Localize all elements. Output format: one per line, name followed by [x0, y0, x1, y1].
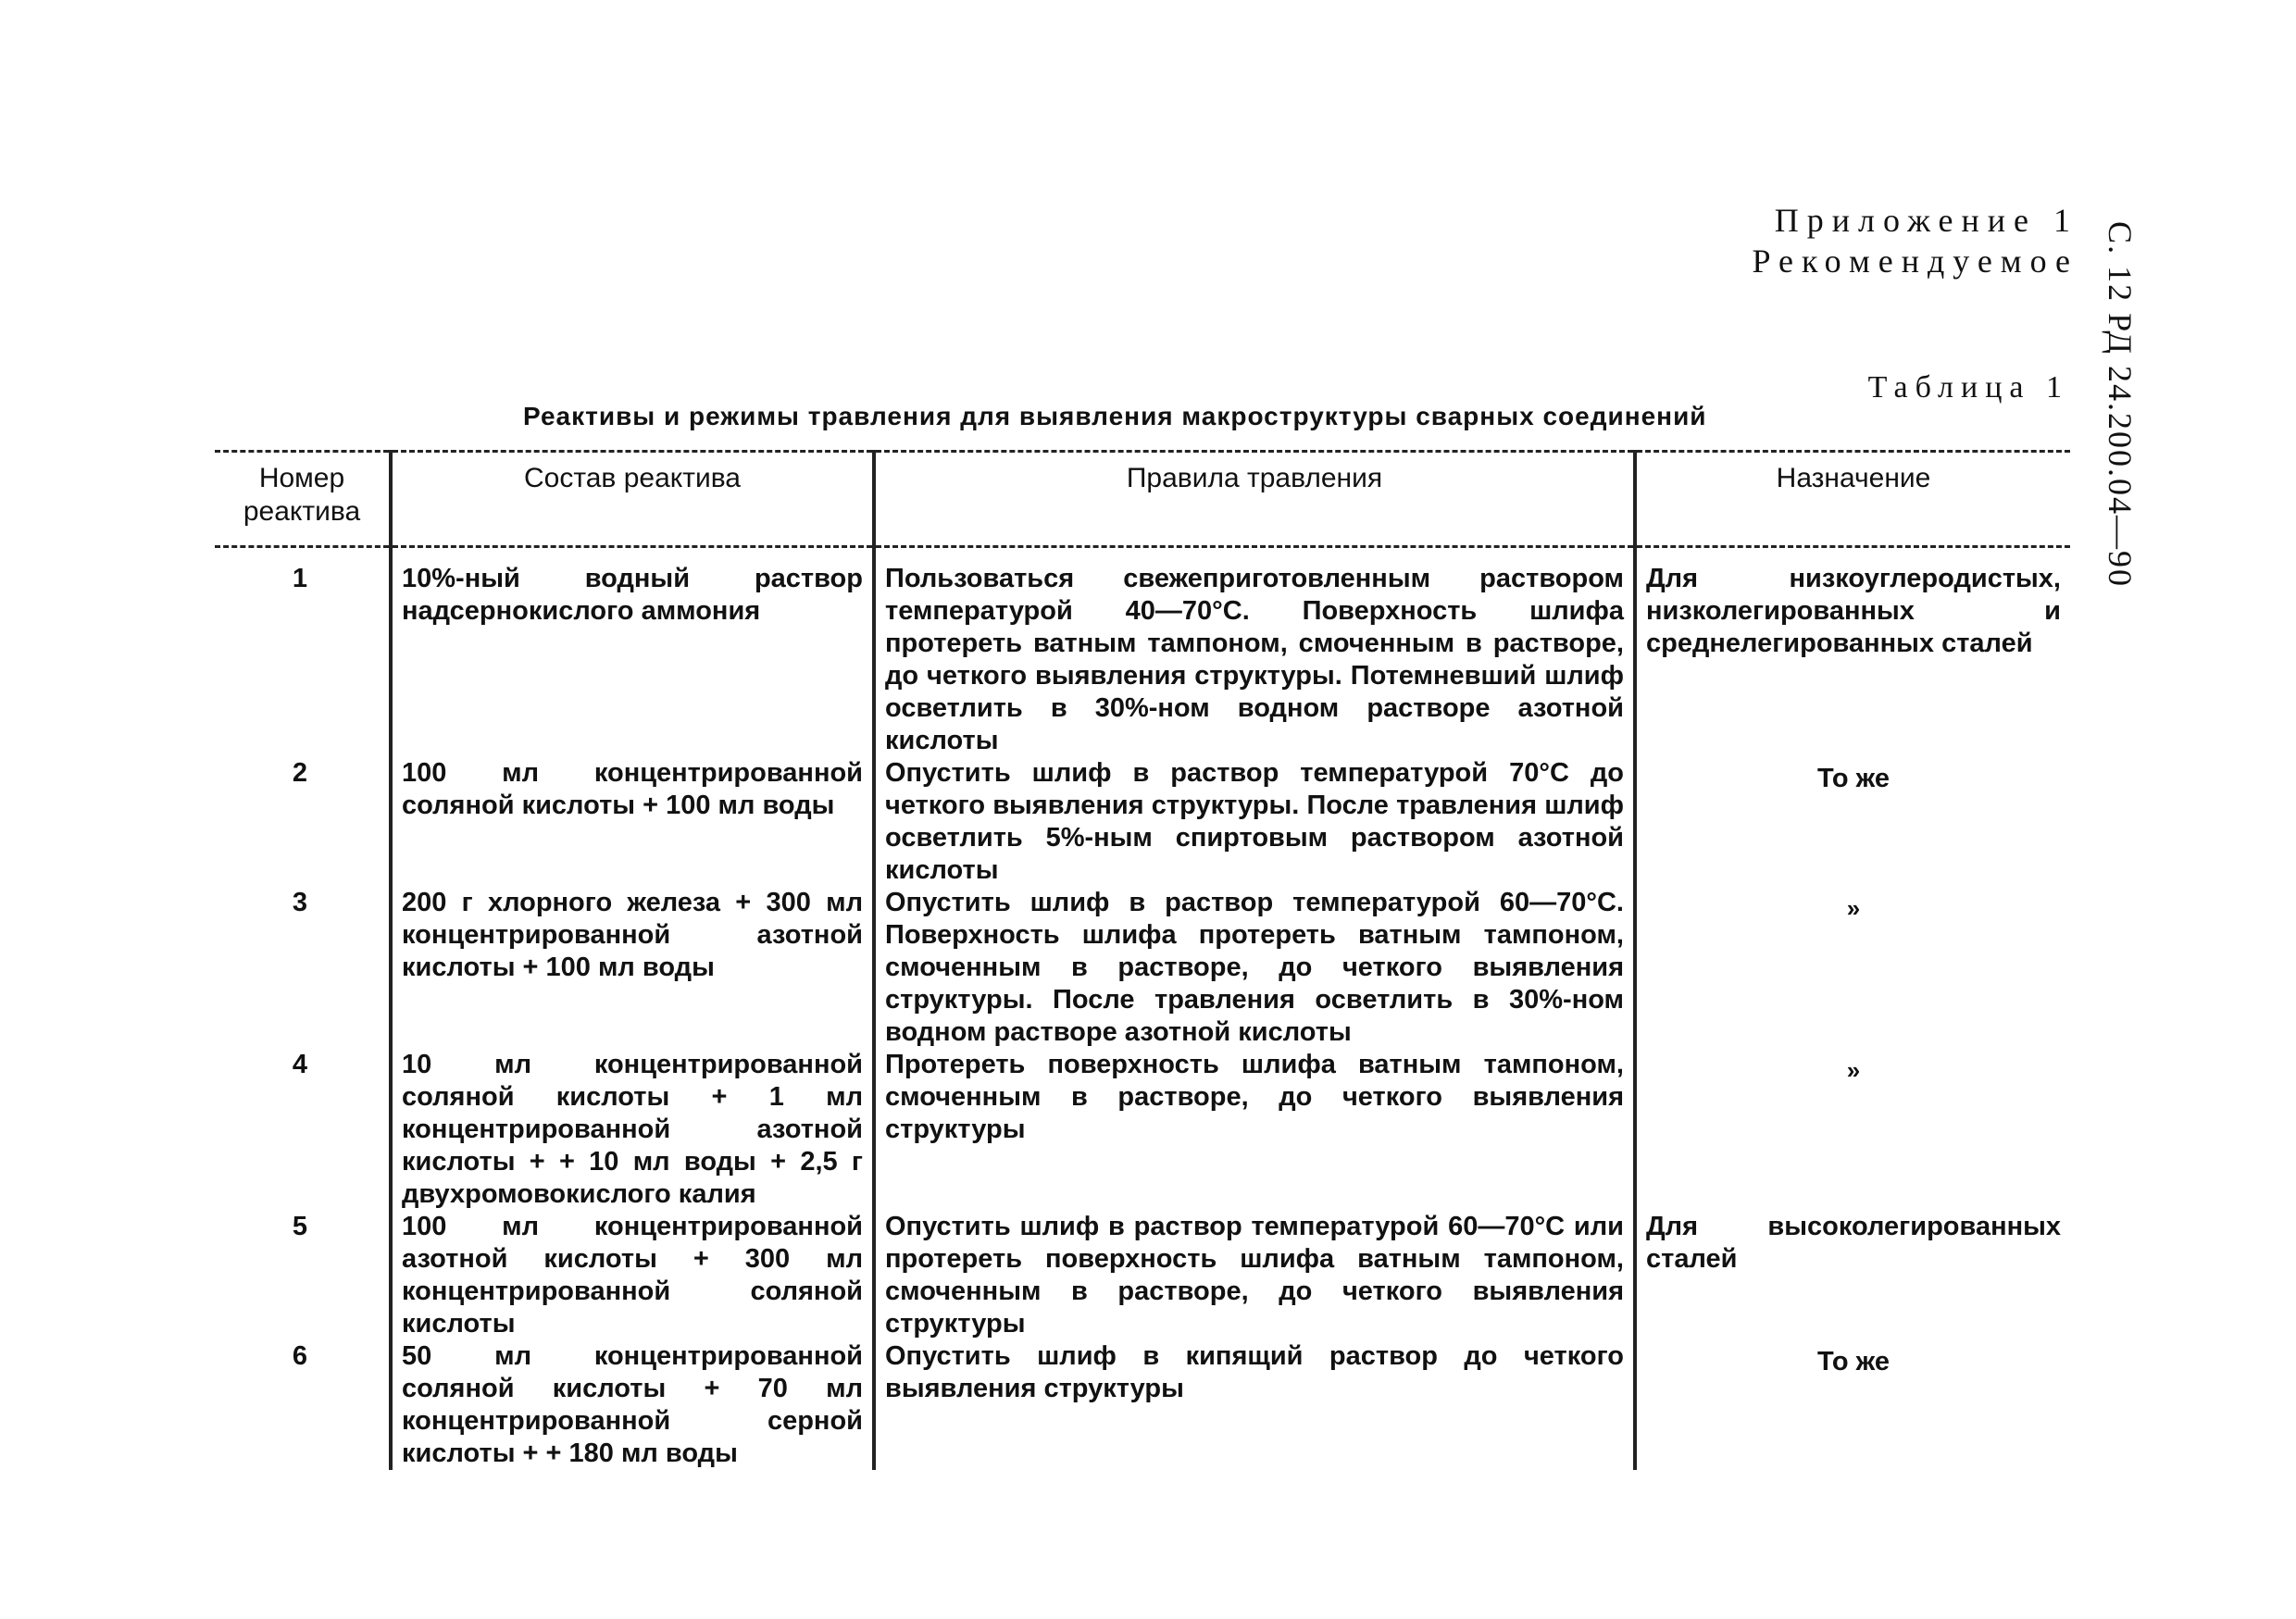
reagent-composition: 10%-ный водный раствор надсернокислого аммония	[391, 547, 874, 758]
reagent-composition: 100 мл концентрированной соляной кислоты + 100 мл воды	[391, 757, 874, 887]
reagent-number: 3	[292, 888, 308, 917]
page-code-vertical	[2092, 205, 2148, 604]
etching-rules: Опустить шлиф в раствор температурой 60—70°С. Поверхность шлифа протереть ватным тампоном, смоченным в растворе, до четкого выявления структуры. После травления осветлить в 30%-ном водном растворе азотной кислоты	[874, 887, 1635, 1049]
table-row	[215, 547, 2070, 758]
reagent-purpose: Для низкоуглеродистых, низколегированных и среднелегированных сталей	[1635, 547, 2070, 758]
etching-rules: Опустить шлиф в раствор температурой 70°С до четкого выявления структуры. После травления шлиф осветлить 5%-ным спиртовым раствором азотной кислоты	[874, 757, 1635, 887]
reagent-purpose-ditto	[1635, 887, 2070, 1049]
reagent-composition: 200 г хлорного железа + 300 мл концентрированной азотной кислоты + 100 мл воды	[391, 887, 874, 1049]
table-row	[215, 1340, 2070, 1470]
reagent-number: 5	[292, 1212, 308, 1241]
appendix-label: Приложение 1	[1774, 202, 2078, 239]
reagent-purpose: Для высоколегированных сталей	[1635, 1211, 2070, 1340]
reagent-table	[215, 450, 2070, 1470]
table-row	[215, 1049, 2070, 1211]
page-code: С. 12 РД 24.200.04—90	[2102, 221, 2139, 588]
table-row	[215, 1211, 2070, 1340]
etching-rules: Протереть поверхность шлифа ватным тампоном, смоченным в растворе, до четкого выявления структуры	[874, 1049, 1635, 1211]
column-header-purpose: Назначение	[1635, 452, 2070, 547]
table-header-row	[215, 452, 2070, 547]
reagent-purpose: То же	[1635, 757, 2070, 887]
reagent-number: 4	[292, 1050, 308, 1079]
appendix-header	[1752, 200, 2078, 281]
table-row	[215, 757, 2070, 887]
ditto-mark: »	[1846, 1056, 1861, 1084]
ditto-mark: »	[1846, 894, 1861, 922]
reagent-number: 2	[292, 758, 308, 788]
reagent-purpose-ditto	[1635, 1049, 2070, 1211]
appendix-status: Рекомендуемое	[1752, 243, 2078, 280]
column-header-number: Номер реактива	[215, 452, 391, 547]
reagent-composition: 10 мл концентрированной соляной кислоты + 1 мл концентрированной азотной кислоты + + 10 мл воды + 2,5 г двухромовокислого калия	[391, 1049, 874, 1211]
table-label: Таблица 1	[1867, 370, 2069, 405]
etching-rules: Опустить шлиф в раствор температурой 60—70°С или протереть поверхность шлифа ватным тампоном, смоченным в растворе, до четкого выявления структуры	[874, 1211, 1635, 1340]
etching-rules: Опустить шлиф в кипящий раствор до четкого выявления структуры	[874, 1340, 1635, 1470]
reagent-composition: 50 мл концентрированной соляной кислоты + 70 мл концентрированной серной кислоты + + 180 мл воды	[391, 1340, 874, 1470]
reagent-number: 1	[292, 564, 308, 593]
reagent-purpose: То же	[1635, 1340, 2070, 1470]
table-row	[215, 887, 2070, 1049]
reagent-composition: 100 мл концентрированной азотной кислоты + 300 мл концентрированной соляной кислоты	[391, 1211, 874, 1340]
etching-rules: Пользоваться свежеприготовленным раствором температурой 40—70°С. Поверхность шлифа протереть ватным тампоном, смоченным в растворе, до четкого выявления структуры. Потемневший шлиф осветлить в 30%-ном водном растворе азотной кислоты	[874, 547, 1635, 758]
column-header-rules: Правила травления	[874, 452, 1635, 547]
reagent-number: 6	[292, 1341, 308, 1371]
table-title: Реактивы и режимы травления для выявления макроструктуры сварных соединений	[523, 402, 1707, 430]
column-header-composition: Состав реактива	[391, 452, 874, 547]
